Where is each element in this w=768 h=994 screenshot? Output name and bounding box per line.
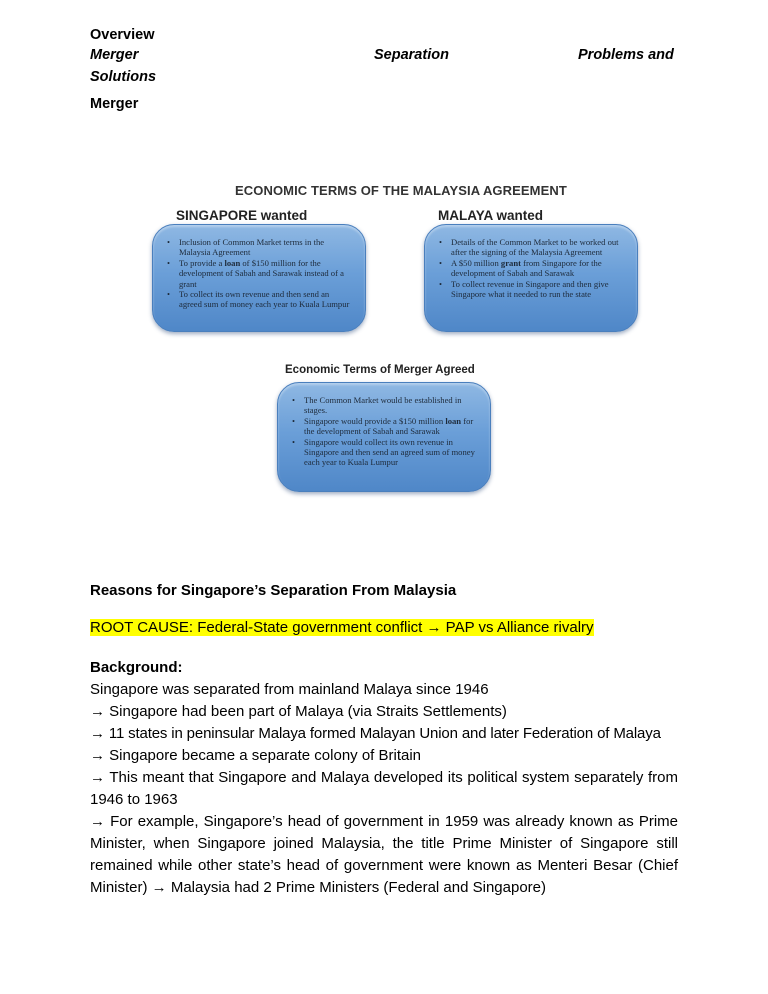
background-label: Background: xyxy=(90,659,183,676)
malaya-wanted-list xyxy=(425,225,637,299)
malaya-wanted-box xyxy=(424,224,638,332)
background-line: Singapore was separated from mainland Malaya since 1946 xyxy=(90,681,489,698)
list-item: • Details of the Common Market to be worked out after the signing of the Malaysia Agreement xyxy=(437,237,625,258)
malaya-wanted-heading: MALAYA wanted xyxy=(438,208,544,223)
singapore-wanted-box xyxy=(152,224,366,332)
agreed-terms-heading: Economic Terms of Merger Agreed xyxy=(285,364,475,376)
list-item: • The Common Market would be established in stages. xyxy=(290,395,478,416)
background-line: → This meant that Singapore and Malaya developed its political system separately from 1946 to 1963 xyxy=(90,769,678,808)
nav-problems-link[interactable]: Problems and xyxy=(578,47,674,63)
nav-solutions-link[interactable]: Solutions xyxy=(90,69,157,85)
background-line: → Singapore became a separate colony of Britain xyxy=(90,747,422,764)
overview-heading: Overview xyxy=(90,27,155,43)
root-cause-highlight: ROOT CAUSE: Federal-State government conflict → PAP vs Alliance rivalry xyxy=(90,619,594,636)
list-item: • To provide a loan of $150 million for the development of Sabah and Sarawak instead of a grant xyxy=(165,258,353,289)
background-line: → 11 states in peninsular Malaya formed Malayan Union and later Federation of Malaya xyxy=(90,725,661,742)
singapore-wanted-heading: SINGAPORE wanted xyxy=(176,208,308,223)
list-item: • Inclusion of Common Market terms in the Malaysia Agreement xyxy=(165,237,353,258)
nav-merger-link[interactable]: Merger xyxy=(90,47,139,63)
nav-separation-link[interactable]: Separation xyxy=(374,47,449,63)
merger-section-heading: Merger xyxy=(90,96,139,112)
agreed-terms-box xyxy=(277,382,491,492)
figure-title: ECONOMIC TERMS OF THE MALAYSIA AGREEMENT xyxy=(235,183,567,198)
root-cause-text xyxy=(90,619,594,636)
singapore-wanted-list xyxy=(153,225,365,310)
background-line: → For example, Singapore’s head of government in 1959 was already known as Prime Minister, when Singapore joined Malaysia, the title Prime Minister of Singapore still remained while other state’s head of government were known as Menteri Besar (Chief Minister) → Malaysia had 2 Prime Ministers (Federal and Singapore) xyxy=(90,813,678,896)
list-item: • To collect its own revenue and then send an agreed sum of money each year to Kuala Lumpur xyxy=(165,289,353,310)
list-item: • A $50 million grant from Singapore for the development of Sabah and Sarawak xyxy=(437,258,625,279)
list-item: • Singapore would provide a $150 million loan for the development of Sabah and Sarawak xyxy=(290,416,478,437)
list-item: • Singapore would collect its own revenue in Singapore and then send an agreed sum of money each year to Kuala Lumpur xyxy=(290,437,478,468)
background-line: → Singapore had been part of Malaya (via Straits Settlements) xyxy=(90,703,507,720)
agreed-terms-list xyxy=(278,383,490,468)
background-body xyxy=(90,679,678,899)
reasons-heading: Reasons for Singapore’s Separation From Malaysia xyxy=(90,582,457,599)
list-item: • To collect revenue in Singapore and then give Singapore what it needed to run the state xyxy=(437,279,625,300)
